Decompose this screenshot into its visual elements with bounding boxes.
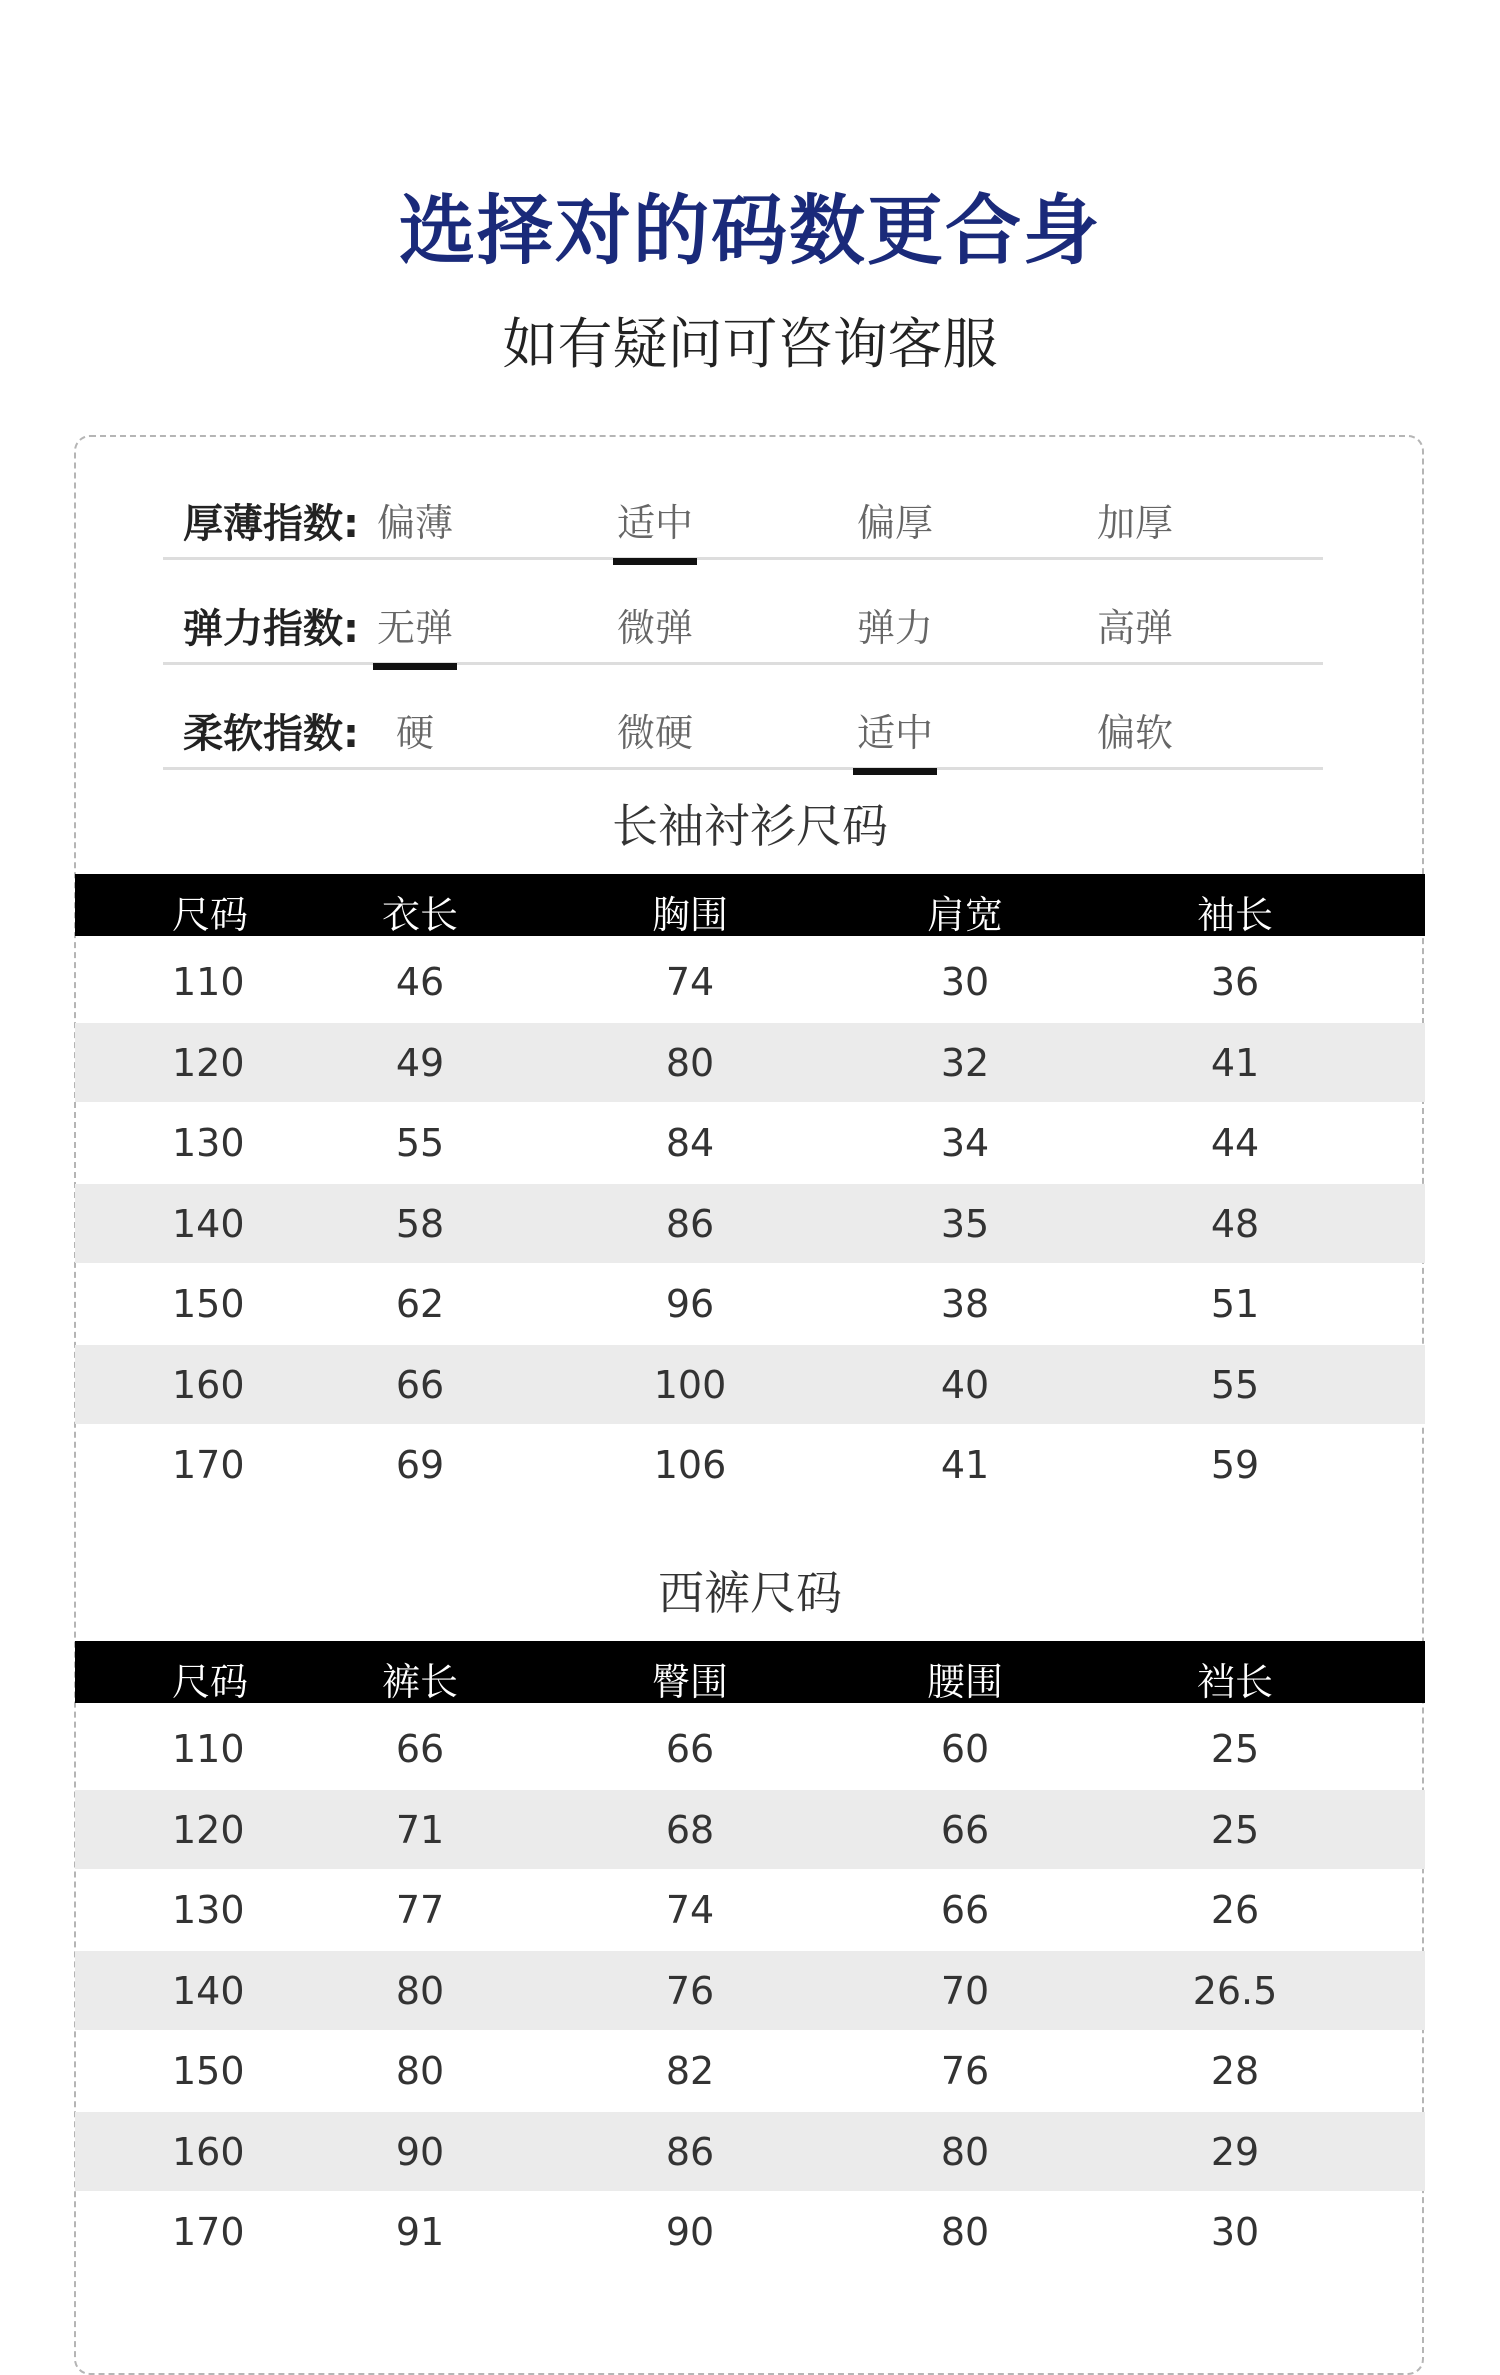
table-cell: 49 xyxy=(395,1040,445,1085)
index-option-label: 适中 xyxy=(857,702,933,763)
header-cell: 胸围 xyxy=(651,893,728,937)
table-cell: 140 xyxy=(172,1968,245,2013)
table-cell: 80 xyxy=(940,2210,990,2254)
table-cell: 58 xyxy=(395,1201,445,1246)
index-label: 厚薄指数: xyxy=(183,501,359,547)
table-cell: 28 xyxy=(1210,2049,1260,2093)
fabric-index-row xyxy=(163,670,1323,770)
table-row xyxy=(75,1709,1425,1788)
table-cell: 25 xyxy=(1210,1807,1260,1852)
header-cell: 肩宽 xyxy=(926,893,1003,937)
table-cell: 170 xyxy=(172,1443,245,1487)
table-row xyxy=(75,2112,1425,2191)
table-cell: 66 xyxy=(395,1727,445,1771)
table-cell: 66 xyxy=(665,1727,715,1771)
index-option xyxy=(825,702,965,763)
table-cell: 120 xyxy=(172,1040,245,1085)
index-option xyxy=(345,702,485,763)
table-cell: 70 xyxy=(940,1968,990,2013)
table-cell: 91 xyxy=(395,2210,445,2254)
index-option xyxy=(345,492,485,553)
table-row xyxy=(75,1870,1425,1949)
index-option-label: 高弹 xyxy=(1096,606,1173,650)
table-row xyxy=(75,1951,1425,2030)
table-cell: 80 xyxy=(665,1040,715,1085)
page-subtitle: 如有疑问可咨询客服 xyxy=(502,312,998,376)
table-cell: 76 xyxy=(665,1968,715,2013)
index-option xyxy=(1065,702,1205,763)
index-option-label: 偏软 xyxy=(1096,711,1173,755)
index-option-label: 加厚 xyxy=(1096,501,1173,545)
table-cell: 51 xyxy=(1210,1282,1260,1326)
index-option-label: 偏厚 xyxy=(856,501,933,545)
table-cell: 62 xyxy=(395,1282,445,1326)
table-cell: 25 xyxy=(1210,1727,1260,1771)
table-cell: 26.5 xyxy=(1192,1968,1278,2013)
index-option xyxy=(585,597,725,658)
index-label: 柔软指数: xyxy=(183,711,359,757)
table-row xyxy=(75,942,1425,1021)
pants-table-header xyxy=(75,1641,1425,1703)
header-cell: 腰围 xyxy=(926,1660,1003,1704)
table-cell: 30 xyxy=(940,960,990,1004)
index-option-label: 无弹 xyxy=(377,597,453,658)
table-row xyxy=(75,1345,1425,1424)
index-option xyxy=(825,492,965,553)
table-cell: 35 xyxy=(940,1201,990,1246)
table-cell: 160 xyxy=(172,1362,245,1407)
table-cell: 76 xyxy=(940,2049,990,2093)
table-cell: 26 xyxy=(1210,1888,1260,1932)
table-cell: 36 xyxy=(1210,960,1260,1004)
table-cell: 90 xyxy=(395,2129,445,2174)
table-cell: 66 xyxy=(940,1888,990,1932)
table-cell: 55 xyxy=(395,1121,445,1165)
table-cell: 69 xyxy=(395,1443,445,1487)
index-option xyxy=(585,702,725,763)
table-cell: 150 xyxy=(172,2049,245,2093)
table-cell: 66 xyxy=(395,1362,445,1407)
table-cell: 84 xyxy=(665,1121,715,1165)
table-cell: 41 xyxy=(1210,1040,1260,1085)
table-cell: 140 xyxy=(172,1201,245,1246)
pants-table-title: 西裤尺码 xyxy=(658,1566,842,1620)
table-cell: 46 xyxy=(395,960,445,1004)
table-cell: 130 xyxy=(172,1888,245,1932)
table-cell: 41 xyxy=(940,1443,990,1487)
table-cell: 77 xyxy=(395,1888,445,1932)
table-cell: 44 xyxy=(1210,1121,1260,1165)
table-cell: 32 xyxy=(940,1040,990,1085)
table-cell: 71 xyxy=(395,1807,445,1852)
table-row xyxy=(75,1184,1425,1263)
table-cell: 74 xyxy=(665,960,715,1004)
table-cell: 80 xyxy=(395,2049,445,2093)
table-cell: 170 xyxy=(172,2210,245,2254)
table-cell: 34 xyxy=(940,1121,990,1165)
index-option xyxy=(585,492,725,553)
index-option-label: 硬 xyxy=(395,711,434,755)
table-cell: 74 xyxy=(665,1888,715,1932)
page-title: 选择对的码数更合身 xyxy=(399,186,1101,275)
table-cell: 90 xyxy=(665,2210,715,2254)
index-option xyxy=(1065,597,1205,658)
table-cell: 86 xyxy=(665,2129,715,2174)
index-option xyxy=(1065,492,1205,553)
table-cell: 106 xyxy=(653,1443,727,1487)
table-cell: 29 xyxy=(1210,2129,1260,2174)
table-cell: 110 xyxy=(172,960,245,1004)
table-row xyxy=(75,1023,1425,1102)
fabric-index-row xyxy=(163,565,1323,665)
table-row xyxy=(75,1264,1425,1343)
table-row xyxy=(75,2192,1425,2271)
table-cell: 80 xyxy=(940,2129,990,2174)
index-option-label: 偏薄 xyxy=(376,501,453,545)
table-cell: 120 xyxy=(172,1807,245,1852)
header-cell: 尺码 xyxy=(172,893,249,937)
index-option xyxy=(825,597,965,658)
table-cell: 86 xyxy=(665,1201,715,1246)
header-cell: 裆长 xyxy=(1196,1660,1273,1704)
table-cell: 48 xyxy=(1210,1201,1260,1246)
index-option xyxy=(345,597,485,658)
table-cell: 100 xyxy=(653,1362,727,1407)
table-row xyxy=(75,1790,1425,1869)
shirt-table-header xyxy=(75,874,1425,936)
index-option-label: 适中 xyxy=(617,492,693,553)
table-cell: 130 xyxy=(172,1121,245,1165)
table-cell: 60 xyxy=(940,1727,990,1771)
table-row xyxy=(75,1103,1425,1182)
index-label: 弹力指数: xyxy=(183,606,359,652)
table-cell: 66 xyxy=(940,1807,990,1852)
table-cell: 160 xyxy=(172,2129,245,2174)
index-option-label: 微弹 xyxy=(616,606,693,650)
table-cell: 110 xyxy=(172,1727,245,1771)
table-cell: 55 xyxy=(1210,1362,1260,1407)
table-cell: 30 xyxy=(1210,2210,1260,2254)
table-cell: 82 xyxy=(665,2049,715,2093)
table-cell: 59 xyxy=(1210,1443,1260,1487)
table-cell: 80 xyxy=(395,1968,445,2013)
fabric-index-row xyxy=(163,460,1323,560)
index-option-label: 弹力 xyxy=(856,606,933,650)
header-cell: 尺码 xyxy=(172,1660,249,1704)
header-cell: 臀围 xyxy=(651,1660,728,1704)
table-cell: 150 xyxy=(172,1282,245,1326)
header-cell: 裤长 xyxy=(381,1660,458,1704)
index-option-label: 微硬 xyxy=(616,711,693,755)
table-cell: 96 xyxy=(665,1282,715,1326)
header-cell: 袖长 xyxy=(1196,893,1273,937)
table-cell: 68 xyxy=(665,1807,715,1852)
table-cell: 38 xyxy=(940,1282,990,1326)
header-cell: 衣长 xyxy=(381,893,458,937)
table-row xyxy=(75,2031,1425,2110)
table-row xyxy=(75,1425,1425,1504)
shirt-table-title: 长袖衬衫尺码 xyxy=(612,799,888,853)
table-cell: 40 xyxy=(940,1362,990,1407)
